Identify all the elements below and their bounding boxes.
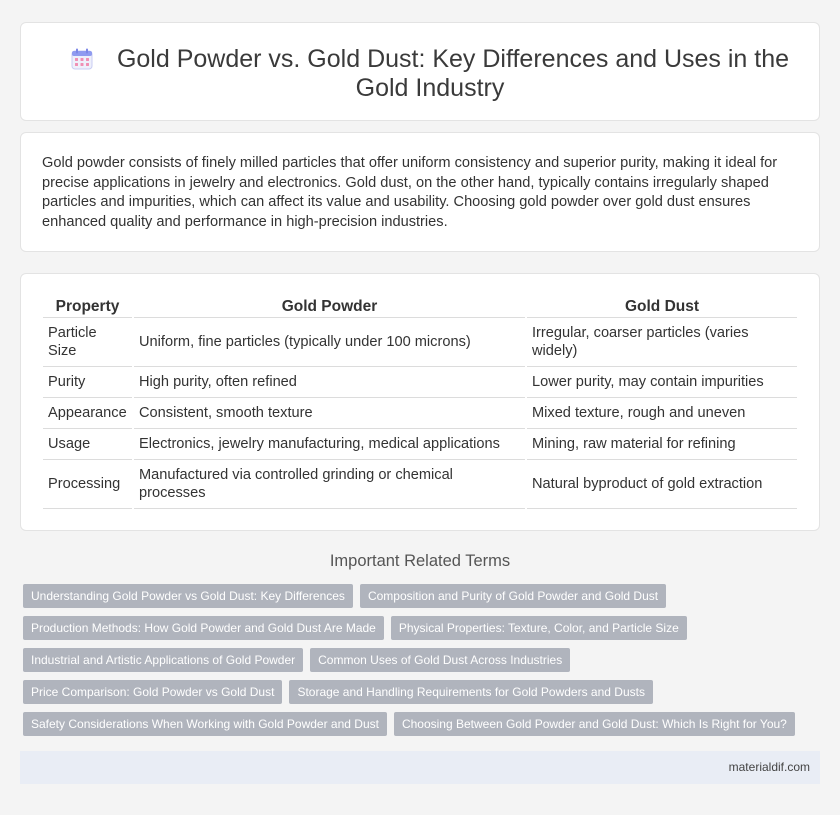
table-row: [43, 318, 797, 367]
table-cell: Consistent, smooth texture: [134, 398, 525, 429]
table-cell: Appearance: [43, 398, 132, 429]
table-header-cell: Gold Powder: [134, 296, 525, 318]
intro-card: [20, 132, 820, 252]
related-terms-heading: Important Related Terms: [329, 552, 511, 570]
table-row: [43, 398, 797, 429]
table-cell: Particle Size: [43, 318, 132, 367]
table-row: [43, 429, 797, 460]
footer-bar: [20, 751, 820, 784]
table-cell: Natural byproduct of gold extraction: [527, 460, 797, 509]
table-cell: High purity, often refined: [134, 367, 525, 398]
table-header-cell: Gold Dust: [527, 296, 797, 318]
related-term-tag[interactable]: Choosing Between Gold Powder and Gold Dust: Which Is Right for You?: [394, 712, 795, 736]
table-cell: Manufactured via controlled grinding or chemical processes: [134, 460, 525, 509]
footer-site-link[interactable]: materialdif.com: [728, 760, 810, 774]
calendar-icon: [71, 48, 93, 70]
table-cell: Lower purity, may contain impurities: [527, 367, 797, 398]
table-cell: Mining, raw material for refining: [527, 429, 797, 460]
table-row: [43, 367, 797, 398]
related-terms-list: [23, 584, 803, 744]
table-cell: Uniform, fine particles (typically under 100 microns): [134, 318, 525, 367]
table-header-cell: Property: [43, 296, 132, 318]
comparison-table: [41, 296, 799, 509]
comparison-table-card: [20, 273, 820, 531]
related-term-tag[interactable]: Physical Properties: Texture, Color, and Particle Size: [391, 616, 687, 640]
table-header-row: [43, 296, 797, 318]
table-cell: Mixed texture, rough and uneven: [527, 398, 797, 429]
table-cell: Purity: [43, 367, 132, 398]
related-term-tag[interactable]: Storage and Handling Requirements for Gold Powders and Dusts: [289, 680, 653, 704]
related-term-tag[interactable]: Common Uses of Gold Dust Across Industries: [310, 648, 570, 672]
table-row: [43, 460, 797, 509]
table-cell: Usage: [43, 429, 132, 460]
intro-text: Gold powder consists of finely milled particles that offer uniform consistency and superior purity, making it ideal for precise applications in jewelry and electronics. Gold dust, on the other hand, typically contains irregularly shaped particles and impurities, which can affect its value and usability. Choosing gold powder over gold dust ensures enhanced quality and performance in high-precision industries.: [42, 155, 778, 230]
table-cell: Irregular, coarser particles (varies widely): [527, 318, 797, 367]
table-cell: Processing: [43, 460, 132, 509]
related-term-tag[interactable]: Composition and Purity of Gold Powder and Gold Dust: [360, 584, 666, 608]
page-title: [61, 45, 799, 103]
related-term-tag[interactable]: Safety Considerations When Working with Gold Powder and Dust: [23, 712, 387, 736]
table-cell: Electronics, jewelry manufacturing, medical applications: [134, 429, 525, 460]
header-card: [20, 22, 820, 121]
related-term-tag[interactable]: Industrial and Artistic Applications of Gold Powder: [23, 648, 303, 672]
page-title-text: Gold Powder vs. Gold Dust: Key Differences and Uses in the Gold Industry: [116, 45, 790, 102]
related-term-tag[interactable]: Understanding Gold Powder vs Gold Dust: Key Differences: [23, 584, 353, 608]
related-term-tag[interactable]: Price Comparison: Gold Powder vs Gold Dust: [23, 680, 282, 704]
related-term-tag[interactable]: Production Methods: How Gold Powder and Gold Dust Are Made: [23, 616, 384, 640]
